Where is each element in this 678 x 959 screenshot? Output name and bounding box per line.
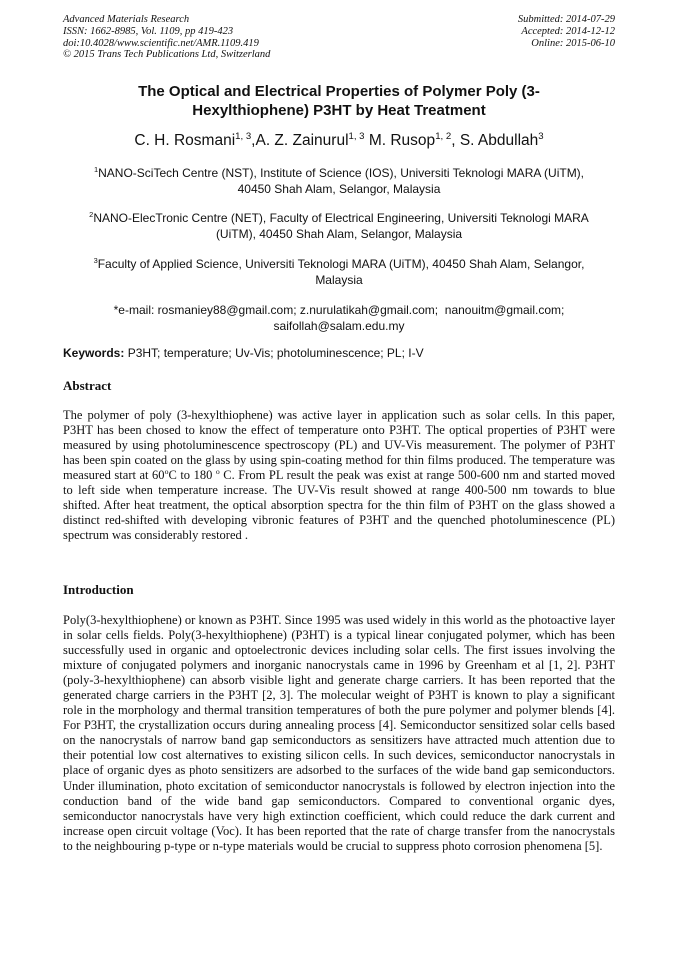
affiliation-mark: 1	[93, 165, 99, 174]
title-line-2: Hexylthiophene) P3HT by Heat Treatment	[192, 101, 486, 119]
author-name: A. Z. Zainurul	[255, 132, 349, 149]
introduction-heading: Introduction	[63, 582, 134, 597]
email-line-1: *e-mail: rosmaniey88@gmail.com; z.nurulatikah@gmail.com; nanouitm@gmail.com;	[113, 303, 565, 317]
title-line-1: The Optical and Electrical Properties of Polymer Poly (3-	[138, 83, 540, 100]
author-affiliation-mark: 1, 3	[235, 130, 252, 142]
keywords-text: P3HT; temperature; Uv-Vis; photoluminescence; PL; I-V	[124, 346, 424, 360]
affiliation-text: 40450 Shah Alam, Selangor, Malaysia	[237, 181, 441, 196]
publication-dates	[518, 14, 615, 49]
affiliation-text: NANO-ElecTronic Centre (NET), Faculty of Electrical Engineering, Universiti Teknologi MARA	[93, 211, 589, 225]
paper-title	[60, 83, 618, 120]
affiliation-text: (UiTM), 40450 Shah Alam, Selangor, Malaysia	[215, 226, 463, 241]
author-name: S. Abdullah	[459, 132, 539, 149]
affiliation-text: Malaysia	[315, 272, 363, 287]
introduction-text: Poly(3-hexylthiophene) or known as P3HT. Since 1995 was used widely in this world as the photoactive layer in solar cells fields. Poly(3-hexylthiophene) (P3HT) is a typical linear conjugated polymer, which has been successfully used in organic and optoelectronic devices including solar cells. The first issues involving the mixture of conjugated polymers and inorganic nanocrystals came in 1996 by Greenham et al [1, 2]. P3HT (poly-3-hexylthiophene) can absorb visible light and generate charge carriers. It has been reported that the generated charge carriers in the P3HT [2, 3]. The molecular weight of P3HT is known to play a significant role in the morphology and thermal transition temperatures of both the pure polymer and polymer blends [4]. For P3HT, the crystallization occurs during annealing process [4]. Semiconductor sensitized solar cells based on the nanocrystals of narrow band gap semiconductors as sensitizers have attracted much attention due to their potential low cost alternatives to existing silicon cells. In such devices, semiconductor nanocrystals in place of organic dyes as photo sensitizers are adsorbed to the surfaces of the wide band gap semiconductors. Under illumination, photo excitation of semiconductor nanocrystals is followed by electron injection into the conduction band of the wide band gap semiconductors. Compared to conventional organic dyes, semiconductor nanocrystals have very high extinction coefficient, which could reduce the dark current and increase open circuit voltage (Voc). It has been reported that the rate of charge transfer from the nanocrystals to the neighbouring p-type or n-type materials would be crucial to suppress photo corrosion phenomena [5].	[63, 613, 615, 853]
author-separator: ,	[451, 132, 460, 149]
doi-line: doi:10.4028/www.scientific.net/AMR.1109.419	[63, 37, 259, 49]
online-date: Online: 2015-06-10	[531, 37, 615, 49]
author-affiliation-mark: 1, 2	[435, 130, 452, 142]
accepted-date: Accepted: 2014-12-12	[521, 25, 615, 37]
keywords	[63, 346, 615, 361]
email-contacts	[66, 303, 612, 334]
email-line-2: saifollah@salam.edu.my	[273, 318, 405, 333]
author-name: M. Rusop	[368, 132, 436, 149]
affiliation-text: Faculty of Applied Science, Universiti Teknologi MARA (UiTM), 40450 Shah Alam, Selangor,	[97, 257, 585, 271]
abstract-heading: Abstract	[63, 378, 112, 393]
author-separator: ,	[251, 132, 256, 149]
abstract-text-part: C to 180	[168, 468, 216, 483]
affiliation-text: NANO-SciTech Centre (NST), Institute of Science (IOS), Universiti Teknologi MARA (UiTM),	[98, 166, 585, 180]
degree-mark: o	[215, 467, 220, 477]
copyright-line: © 2015 Trans Tech Publications Ltd, Switzerland	[63, 49, 271, 61]
abstract-text-part: The polymer of poly (3-hexylthiophene) was active layer in application such as solar cells. In this paper, P3HT has been chosed to know the effect of temperature onto P3HT. The optical properties of P3HT were measured by using photoluminescence spectroscopy (PL) and UV-Vis measurement. The polymer of P3HT has been spin coated on the glass by using spin-coating method for thin films produced. The temperature was measured start at 60	[63, 408, 615, 483]
abstract-text	[63, 408, 615, 543]
keywords-label: Keywords:	[63, 346, 125, 360]
degree-mark: o	[164, 467, 169, 477]
affiliation-2	[66, 211, 612, 242]
submitted-date: Submitted: 2014-07-29	[517, 14, 615, 25]
affiliation-mark: 2	[89, 210, 94, 219]
journal-info	[63, 14, 270, 61]
affiliation-3	[66, 257, 612, 288]
author-list	[60, 132, 618, 150]
author-affiliation-mark: 1, 3	[348, 130, 365, 142]
journal-name: Advanced Materials Research	[63, 14, 190, 25]
affiliation-1	[66, 166, 612, 197]
author-affiliation-mark: 3	[538, 130, 544, 142]
abstract-text-part: C. From PL result the peak was exist at range 500-600 nm and started moved to left side when temperature increase. The UV-Vis result showed at range 400-500 nm towards to blue shifted. After heat treatment, the optical absorption spectra for the thin film of P3HT on the glass showed a distinct red-shifted with developing vibronic features of P3HT and the quenched photoluminescence (PL) spectrum was considerably restored .	[63, 468, 616, 543]
affiliation-mark: 3	[93, 256, 98, 265]
author-name: C. H. Rosmani	[134, 132, 236, 149]
issn-line: ISSN: 1662-8985, Vol. 1109, pp 419-423	[63, 25, 234, 37]
